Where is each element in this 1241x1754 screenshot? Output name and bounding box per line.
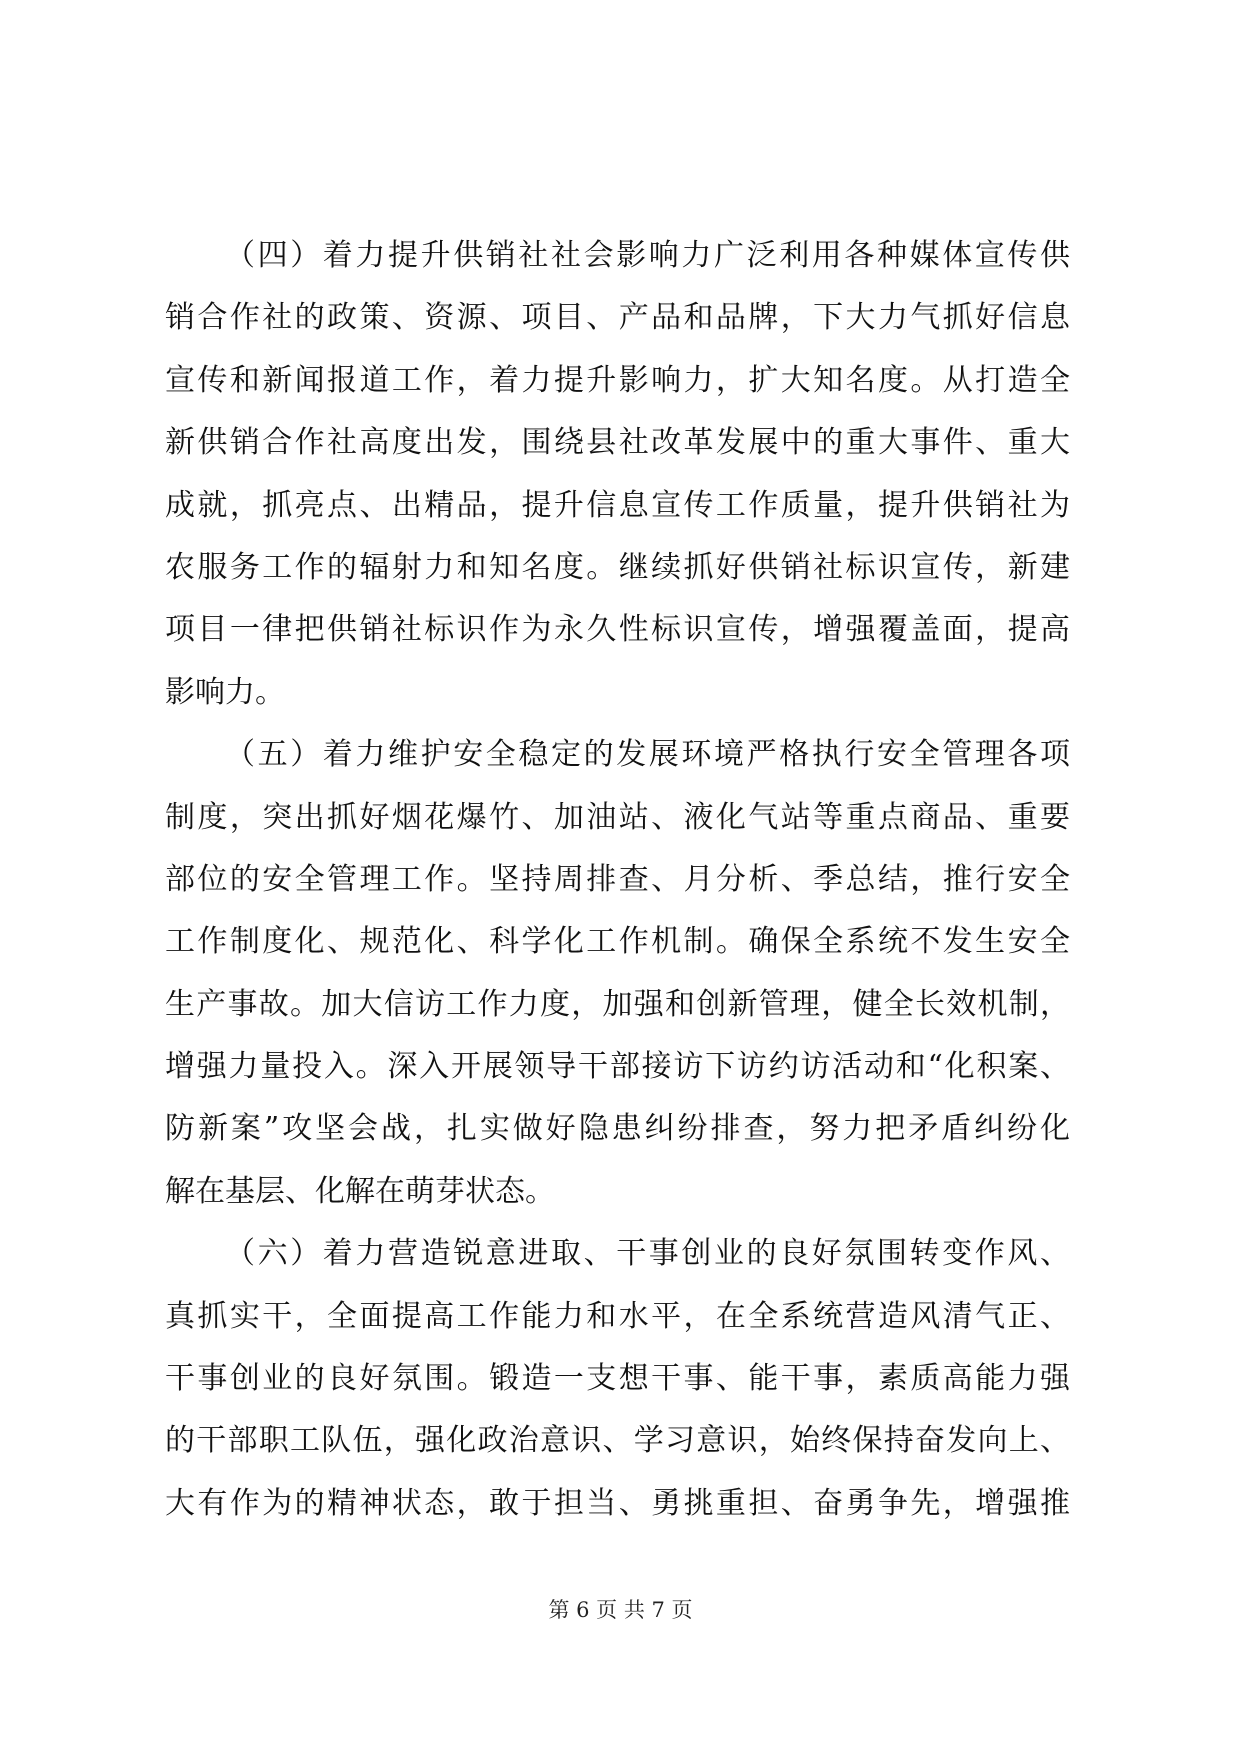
text-line: 制度，突出抓好烟花爆竹、加油站、液化气站等重点商品、重要 <box>165 799 1070 835</box>
text-line: 大有作为的精神状态，敢于担当、勇挑重担、奋勇争先，增强推 <box>165 1485 1070 1521</box>
text-line: 真抓实干，全面提高工作能力和水平，在全系统营造风清气正、 <box>165 1298 1070 1334</box>
text-line: 新供销合作社高度出发，围绕县社改革发展中的重大事件、重大 <box>165 425 1070 461</box>
text-line: （六）着力营造锐意进取、干事创业的良好氛围转变作风、 <box>225 1236 1070 1272</box>
text-line: 解在基层、化解在萌芽状态。 <box>165 1173 555 1209</box>
text-line: 增强力量投入。深入开展领导干部接访下访约访活动和“化积案、 <box>165 1049 1070 1085</box>
text-line: 防新案”攻坚会战，扎实做好隐患纠纷排查，努力把矛盾纠纷化 <box>165 1111 1070 1147</box>
text-line: 的干部职工队伍，强化政治意识、学习意识，始终保持奋发向上、 <box>165 1423 1070 1459</box>
text-line: （五）着力维护安全稳定的发展环境严格执行安全管理各项 <box>225 737 1070 773</box>
page-footer <box>0 1595 1241 1625</box>
text-line: 工作制度化、规范化、科学化工作机制。确保全系统不发生安全 <box>165 924 1070 960</box>
text-line: 成就，抓亮点、出精品，提升信息宣传工作质量，提升供销社为 <box>165 487 1070 523</box>
text-line: 干事创业的良好氛围。锻造一支想干事、能干事，素质高能力强 <box>165 1361 1070 1397</box>
text-line: 项目一律把供销社标识作为永久性标识宣传，增强覆盖面，提高 <box>165 612 1070 648</box>
text-line: 农服务工作的辐射力和知名度。继续抓好供销社标识宣传，新建 <box>165 549 1070 585</box>
text-line: 销合作社的政策、资源、项目、产品和品牌，下大力气抓好信息 <box>165 300 1070 336</box>
text-line: 影响力。 <box>165 674 285 710</box>
text-line: （四）着力提升供销社社会影响力广泛利用各种媒体宣传供 <box>225 238 1070 273</box>
text-line: 部位的安全管理工作。坚持周排查、月分析、季总结，推行安全 <box>165 861 1070 897</box>
text-line: 生产事故。加大信访工作力度，加强和创新管理，健全长效机制， <box>165 986 1070 1022</box>
page-number-label: 第 6 页 共 7 页 <box>548 1598 693 1622</box>
text-line: 宣传和新闻报道工作，着力提升影响力，扩大知名度。从打造全 <box>165 362 1070 398</box>
body-text <box>165 225 1070 1535</box>
